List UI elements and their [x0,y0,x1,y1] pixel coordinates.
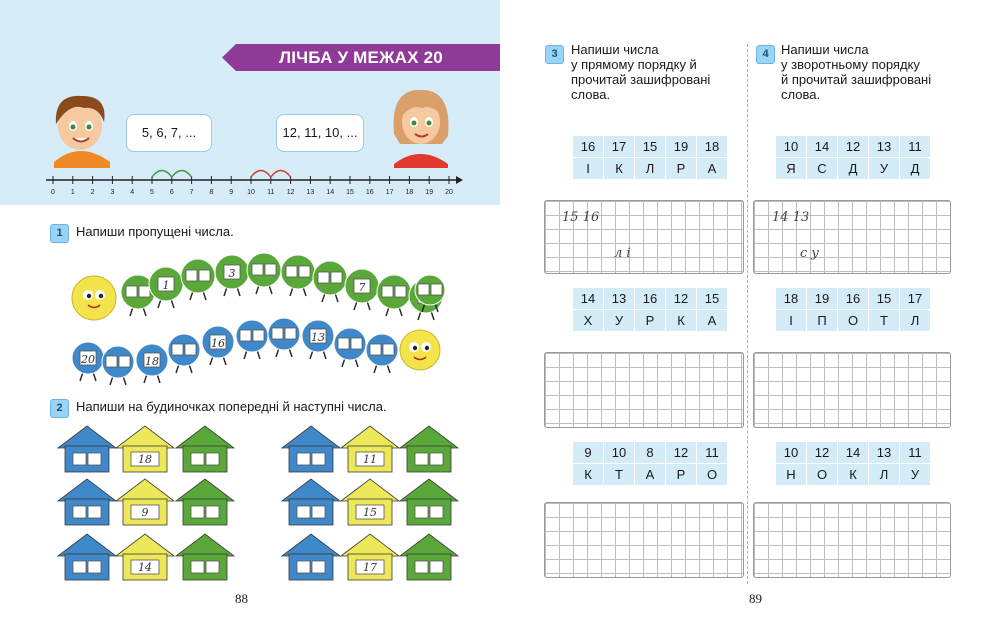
jump-arc-forward [152,171,172,178]
house-roof [116,479,174,501]
answer-box [318,272,329,283]
bubble-right: 12, 11, 10, ... [276,114,364,152]
number-line [44,160,464,200]
caterpillar-pupil [99,294,103,298]
house-window [430,561,443,573]
house-body [183,446,227,472]
house-window [206,506,219,518]
handwritten-number: 14 [138,561,152,574]
writing-grid[interactable] [753,352,951,428]
house-roof [176,426,234,448]
house-roof [58,426,116,448]
handwritten-number: 15 [363,506,377,519]
number-line-label: 15 [346,189,354,196]
house-window [430,453,443,465]
house-window [312,506,325,518]
house-window [191,506,204,518]
answer-box [172,344,183,355]
page-title: ЛІЧБА У МЕЖАХ 20 [279,48,443,67]
house-window [88,506,101,518]
number-line-label: 16 [365,189,374,196]
house-window [415,561,428,573]
answer-box [351,338,362,349]
house-window [297,506,310,518]
answer-box [272,328,283,339]
caterpillar-head [72,276,116,320]
answer-box [139,286,150,297]
task2-instruction: Напиши на будиночках попередні й наступні числа. [76,399,387,414]
number-line-label: 20 [445,189,453,196]
number-line-label: 14 [326,189,335,196]
house-body [289,446,333,472]
house-body [183,554,227,580]
house-roof [341,426,399,448]
number-line-label: 2 [90,189,95,196]
task1-badge: 1 [50,224,69,243]
house-roof [282,426,340,448]
house-window [88,453,101,465]
caterpillar-pupil [425,346,429,350]
code-table: 10 12 14 13 11 Н О К Л У [775,441,931,486]
house-roof [176,479,234,501]
house-roof [341,479,399,501]
houses [56,424,466,589]
task3-badge: 3 [545,45,564,64]
column-divider [747,44,748,584]
number-line-label: 11 [267,189,275,196]
answer-box [240,330,251,341]
page-number-left: 88 [235,591,248,606]
house-window [297,453,310,465]
code-table: 16 17 15 19 18 І К Л Р А [572,135,728,180]
handwritten-number: 18 [145,355,159,368]
answer-box [285,328,296,339]
boy-illustration [40,88,120,168]
handwritten-number: 9 [141,506,149,519]
grid-sample-letters: с у [800,246,819,261]
number-line-label: 5 [150,189,154,196]
house-roof [400,479,458,501]
number-line-label: 18 [405,189,414,196]
answer-box [331,272,342,283]
task1-instruction: Напиши пропущені числа. [76,224,234,239]
answer-box [383,344,394,355]
number-line-label: 9 [229,189,234,196]
number-line-label: 0 [51,189,55,196]
writing-grid[interactable] [544,502,744,578]
house-window [73,453,86,465]
caterpillar-pupil [87,294,91,298]
answer-box [382,286,393,297]
jump-arc-forward [172,171,192,178]
house-window [312,561,325,573]
house-body [289,554,333,580]
house-body [407,499,451,525]
caterpillars [56,250,456,390]
answer-box [395,286,406,297]
house-body [183,499,227,525]
house-roof [116,426,174,448]
number-line-label: 13 [306,189,315,196]
number-line-label: 8 [209,189,214,196]
answer-box [252,264,263,275]
code-table: 14 13 16 12 15 Х У Р К А [572,287,728,332]
grid-sample-letters: л і [614,246,631,261]
handwritten-number: 3 [228,267,236,280]
answer-box [185,344,196,355]
code-table: 18 19 16 15 17 І П О Т Л [775,287,931,332]
handwritten-number: 18 [138,453,152,466]
house-roof [116,534,174,556]
house-window [191,453,204,465]
task4-instruction: Напиши числа у зворотньому порядку й прочитай зашифровані слова. [781,42,932,102]
handwritten-number: 16 [211,337,225,350]
answer-box [431,284,442,295]
house-window [312,453,325,465]
house-roof [400,426,458,448]
house-body [65,554,109,580]
handwritten-number: 7 [358,281,366,294]
number-line-label: 4 [130,189,135,196]
house-window [415,506,428,518]
code-table: 9 10 8 12 11 К Т А Р О [572,441,728,486]
house-window [415,453,428,465]
number-line-label: 1 [70,189,75,196]
answer-box [370,344,381,355]
answer-box [286,266,297,277]
house-window [191,561,204,573]
answer-box [119,356,130,367]
house-body [407,446,451,472]
number-line-label: 6 [169,189,174,196]
answer-box [265,264,276,275]
number-line-label: 3 [110,189,115,196]
house-roof [282,479,340,501]
house-window [297,561,310,573]
house-window [206,453,219,465]
answer-box [299,266,310,277]
house-window [73,506,86,518]
answer-box [186,270,197,281]
house-roof [58,534,116,556]
grid-sample-numbers: 15 16 [562,210,600,225]
caterpillar-head [400,330,440,370]
house-roof [400,534,458,556]
answer-box [418,284,429,295]
house-body [65,499,109,525]
answer-box [338,338,349,349]
task2-badge: 2 [50,399,69,418]
jump-arc-backward [271,171,291,178]
number-line-label: 12 [286,189,295,196]
task3-instruction: Напиши числа у прямому порядку й прочитай зашифровані слова. [571,42,711,102]
caterpillar-pupil [413,346,417,350]
girl-illustration [384,84,456,168]
jump-arc-backward [251,171,271,178]
house-body [407,554,451,580]
house-window [430,506,443,518]
handwritten-number: 17 [363,561,377,574]
grid-sample-numbers: 14 13 [772,210,810,225]
house-window [88,561,101,573]
writing-grid[interactable] [753,502,951,578]
house-roof [282,534,340,556]
house-window [73,561,86,573]
number-line-label: 17 [385,189,394,196]
house-body [65,446,109,472]
house-window [206,561,219,573]
house-roof [341,534,399,556]
number-line-label: 10 [247,189,255,196]
number-line-label: 19 [425,189,434,196]
handwritten-number: 20 [81,353,95,366]
answer-box [106,356,117,367]
handwritten-number: 11 [363,453,377,466]
handwritten-number: 13 [311,331,325,344]
house-body [289,499,333,525]
task4-badge: 4 [756,45,775,64]
writing-grid[interactable] [544,352,744,428]
house-roof [176,534,234,556]
number-line-arrow [456,176,463,184]
bubble-left: 5, 6, 7, ... [126,114,212,152]
number-line-label: 7 [189,189,194,196]
handwritten-number: 1 [162,279,170,292]
answer-box [253,330,264,341]
house-roof [58,479,116,501]
page-number-right: 89 [749,591,762,606]
answer-box [126,286,137,297]
code-table: 10 14 12 13 11 Я С Д У Д [775,135,931,180]
answer-box [199,270,210,281]
